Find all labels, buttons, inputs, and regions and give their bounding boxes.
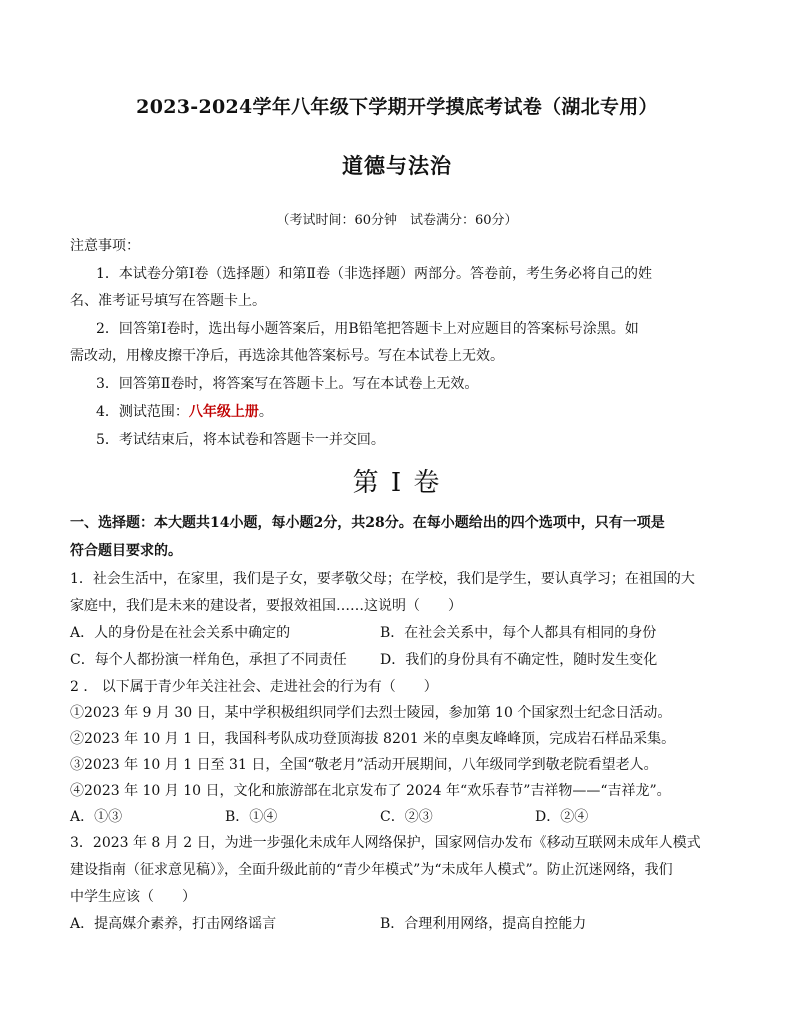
q1-option-d: D．我们的身份具有不确定性，随时发生变化 [380, 652, 658, 668]
q2-option-b: B．①④ [225, 809, 278, 825]
notice-heading: 注意事项： [70, 238, 140, 254]
notice-item-1a: 1．本试卷分第Ⅰ卷（选择题）和第Ⅱ卷（非选择题）两部分。答卷前，考生务必将自己的姓 [96, 266, 652, 282]
q3-option-b: B．合理利用网络，提高自控能力 [380, 916, 587, 932]
q3-stem-a: 3．2023 年 8 月 2 日，为进一步强化未成年人网络保护，国家网信办发布《移动互联网未成年人模式 [70, 835, 701, 851]
q1-option-a: A．人的身份是在社会关系中确定的 [70, 625, 291, 641]
q2-statement-3: ③2023 年 10 月 1 日至 31 日，全国“敬老月”活动开展期间，八年级同学到敬老院看望老人。 [70, 757, 658, 773]
q2-option-c: C．②③ [380, 809, 433, 825]
section-heading-a: 一、选择题：本大题共14小题，每小题2分，共28分。在每小题给出的四个选项中，只有一项是 [70, 515, 665, 531]
notice-item-2a: 2．回答第Ⅰ卷时，选出每小题答案后，用B铅笔把答题卡上对应题目的答案标号涂黑。如 [96, 321, 639, 337]
exam-title: 2023-2024学年八年级下学期开学摸底考试卷（湖北专用） [136, 96, 658, 118]
q2-statement-2: ②2023 年 10 月 1 日，我国科考队成功登顶海拔 8201 米的卓奥友峰峰顶，完成岩石样品采集。 [70, 731, 676, 747]
notice-item-4-suffix: 。 [258, 404, 273, 420]
q1-stem-a: 1．社会生活中，在家里，我们是子女，要孝敬父母；在学校，我们是学生，要认真学习；在祖国的大 [70, 571, 695, 587]
q2-statement-4: ④2023 年 10 月 10 日，文化和旅游部在北京发布了 2024 年“欢乐春节”吉祥物——“吉祥龙”。 [70, 783, 671, 799]
q2-option-d: D．②④ [535, 809, 589, 825]
volume-one-heading: 第 I 卷 [352, 468, 442, 498]
q1-option-b: B．在社会关系中，每个人都具有相同的身份 [380, 625, 657, 641]
notice-item-3: 3．回答第Ⅱ卷时，将答案写在答题卡上。写在本试卷上无效。 [96, 376, 479, 392]
notice-item-4-prefix: 4．测试范围： [96, 404, 189, 420]
q3-stem-c: 中学生应该（ ） [70, 889, 196, 905]
notice-item-1b: 名、准考证号填写在答题卡上。 [70, 293, 266, 309]
q3-option-a: A．提高媒介素养，打击网络谣言 [70, 916, 277, 932]
q1-stem-b: 家庭中，我们是未来的建设者，要报效祖国……这说明（ ） [70, 598, 462, 614]
q2-stem: 2 ． 以下属于青少年关注社会、走进社会的行为有（ ） [70, 679, 438, 695]
q1-option-c: C．每个人都扮演一样角色，承担了不同责任 [70, 652, 347, 668]
test-scope: 八年级上册 [188, 404, 259, 420]
notice-item-5: 5．考试结束后，将本试卷和答题卡一并交回。 [96, 432, 385, 448]
subject-title: 道德与法治 [342, 153, 452, 178]
notice-item-2b: 需改动，用橡皮擦干净后，再选涂其他答案标号。写在本试卷上无效。 [70, 348, 504, 364]
notice-item-4 [96, 403, 730, 421]
q2-statement-1: ①2023 年 9 月 30 日，某中学积极组织同学们去烈士陵园，参加第 10 个国家烈士纪念日活动。 [70, 705, 672, 721]
exam-time-score: （考试时间：60分钟 试卷满分：60分） [276, 213, 518, 228]
q2-option-a: A．①③ [70, 809, 123, 825]
section-heading-b: 符合题目要求的。 [70, 543, 182, 559]
q3-stem-b: 建设指南（征求意见稿）》，全面升级此前的“青少年模式”为“未成年人模式”。防止沉迷网络，我们 [70, 862, 673, 878]
